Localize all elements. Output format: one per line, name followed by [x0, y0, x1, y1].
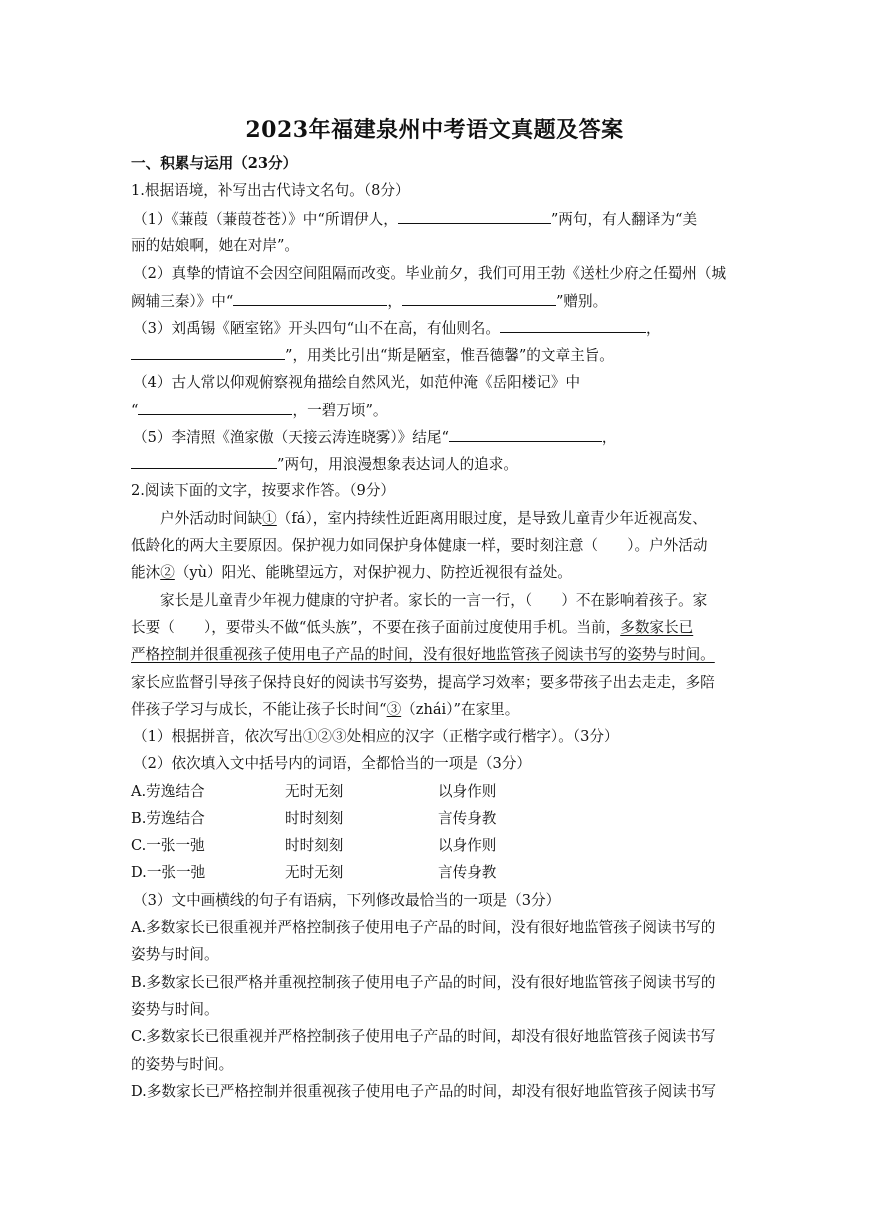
- text: ，: [601, 429, 617, 446]
- text: ”两句，用浪漫想象表达词人的追求。: [277, 456, 518, 473]
- option-label: C.一张一弛: [131, 837, 205, 854]
- text: （5）李清照《渔家傲（天接云涛连晓雾）》结尾“: [133, 429, 449, 446]
- text: （3）刘禹锡《陋室铭》开头四句“山不在高，有仙则名。: [133, 320, 500, 337]
- answer-blank: [131, 345, 285, 360]
- text: （zhái）”在家里。: [401, 701, 520, 718]
- option-word: 以身作则: [438, 783, 497, 800]
- text: 伴孩子学习与成长，不能让孩子长时间“: [131, 701, 387, 718]
- text: ”两句，有人翻译为“美: [550, 211, 698, 228]
- q1-item-5-line-1: [133, 427, 617, 448]
- answer-blank: [402, 291, 556, 306]
- text: 长要（ ），要带头不做“低头族”，不要在孩子面前过度使用手机。当前，: [131, 619, 621, 636]
- passage-p2-line-5: [131, 700, 519, 720]
- q2-subquestion-3: （3）文中画横线的句子有语病，下列修改最恰当的一项是（3分）: [133, 892, 561, 909]
- q1-item-3-line-2: [131, 345, 614, 366]
- option-word: 时时刻刻: [285, 837, 344, 854]
- option-label: D.一张一弛: [131, 864, 206, 881]
- option-label: A.劳逸结合: [131, 783, 205, 800]
- answer-blank: [449, 427, 602, 442]
- option-label: B.劳逸结合: [131, 810, 205, 827]
- passage-p1-line-2: 低龄化的两大主要原因。保护视力如同保护身体健康一样，要时刻注意（ ）。户外活动: [131, 537, 708, 554]
- answer-blank: [233, 291, 387, 306]
- answer-blank: [138, 400, 292, 415]
- passage-p2-line-1: 家长是儿童青少年视力健康的守护者。家长的一言一行，（ ）不在影响着孩子。家: [160, 592, 708, 609]
- q1-item-1-line-2: 丽的姑娘啊，她在对岸”。: [131, 237, 299, 254]
- passage-p2-line-2: [131, 618, 693, 638]
- answer-blank: [131, 454, 277, 469]
- q1-item-4-line-2: [131, 400, 388, 421]
- q1-item-4-line-1: （4）古人常以仰观俯察视角描绘自然风光，如范仲淹《岳阳楼记》中: [133, 374, 581, 391]
- choice-c-line-2: 的姿势与时间。: [131, 1056, 234, 1073]
- blank-marker-1: ①: [262, 510, 277, 527]
- underlined-sentence: 严格控制并很重视孩子使用电子产品的时间，没有很好地监管孩子阅读书写的姿势与时间。: [131, 646, 715, 663]
- q2-subquestion-1: （1）根据拼音，依次写出①②③处相应的汉字（正楷字或行楷字）。（3分）: [133, 728, 619, 745]
- q1-item-1-line-1: [133, 209, 697, 230]
- question-1-stem: 1.根据语境，补写出古代诗文名句。（8分）: [131, 182, 410, 199]
- blank-marker-2: ②: [160, 564, 175, 581]
- choice-d-line-1: D.多数家长已严格控制并很重视孩子使用电子产品的时间，却没有很好地监管孩子阅读书写: [131, 1083, 716, 1100]
- q1-item-2-line-1: （2）真挚的情谊不会因空间阻隔而改变。毕业前夕，我们可用王勃《送杜少府之任蜀州（城: [133, 265, 727, 282]
- blank-marker-3: ③: [386, 701, 402, 718]
- text: 阙辅三秦）》中“: [131, 293, 234, 310]
- page-title: 2023年福建泉州中考语文真题及答案: [245, 117, 624, 143]
- q1-item-3-line-1: [133, 318, 661, 339]
- choice-a-line-1: A.多数家长已很重视并严格控制孩子使用电子产品的时间，没有很好地监管孩子阅读书写的: [131, 919, 716, 936]
- text: ，一碧万顷”。: [292, 402, 388, 419]
- text: （yù）阳光、能眺望远方，对保护视力、防控近视很有益处。: [174, 564, 572, 581]
- text: 能沐: [131, 564, 161, 581]
- option-word: 时时刻刻: [285, 810, 344, 827]
- option-word: 言传身教: [438, 864, 497, 881]
- passage-p2-line-4: 家长应监督引导孩子保持良好的阅读书写姿势，提高学习效率；要多带孩子出去走走，多陪: [131, 674, 715, 691]
- text: ”赠别。: [555, 293, 608, 310]
- choice-c-line-1: C.多数家长已很重视并严格控制孩子使用电子产品的时间，却没有很好地监管孩子阅读书写: [131, 1028, 716, 1045]
- question-2-stem: 2.阅读下面的文字，按要求作答。（9分）: [131, 482, 396, 499]
- text: ，: [387, 293, 402, 310]
- text: ”，用类比引出“斯是陋室，惟吾德馨”的文章主旨。: [285, 347, 614, 364]
- text: ，: [646, 320, 661, 337]
- choice-a-line-2: 姿势与时间。: [131, 946, 219, 963]
- text: （fá），室内持续性近距离用眼过度，是导致儿童青少年近视高发、: [276, 510, 707, 527]
- choice-b-line-2: 姿势与时间。: [131, 1001, 219, 1018]
- option-word: 无时无刻: [285, 783, 344, 800]
- text: “: [131, 402, 139, 419]
- option-word: 以身作则: [438, 837, 497, 854]
- q2-subquestion-2: （2）依次填入文中括号内的词语，全都恰当的一项是（3分）: [133, 755, 532, 772]
- text: 户外活动时间缺: [160, 510, 263, 527]
- q1-item-2-line-2: [131, 291, 607, 312]
- section-heading: 一、积累与运用（23分）: [131, 155, 298, 172]
- passage-p1-line-1: [160, 509, 707, 529]
- q1-item-5-line-2: [131, 454, 518, 475]
- passage-p1-line-3: [131, 563, 572, 583]
- text: （1）《蒹葭（蒹葭苍苍）》中“所谓伊人，: [133, 211, 398, 228]
- answer-blank: [398, 209, 551, 224]
- underlined-sentence: 多数家长已: [620, 619, 694, 636]
- option-word: 无时无刻: [285, 864, 344, 881]
- answer-blank: [500, 318, 646, 333]
- choice-b-line-1: B.多数家长已很严格并重视控制孩子使用电子产品的时间，没有很好地监管孩子阅读书写的: [131, 974, 716, 991]
- option-word: 言传身教: [438, 810, 497, 827]
